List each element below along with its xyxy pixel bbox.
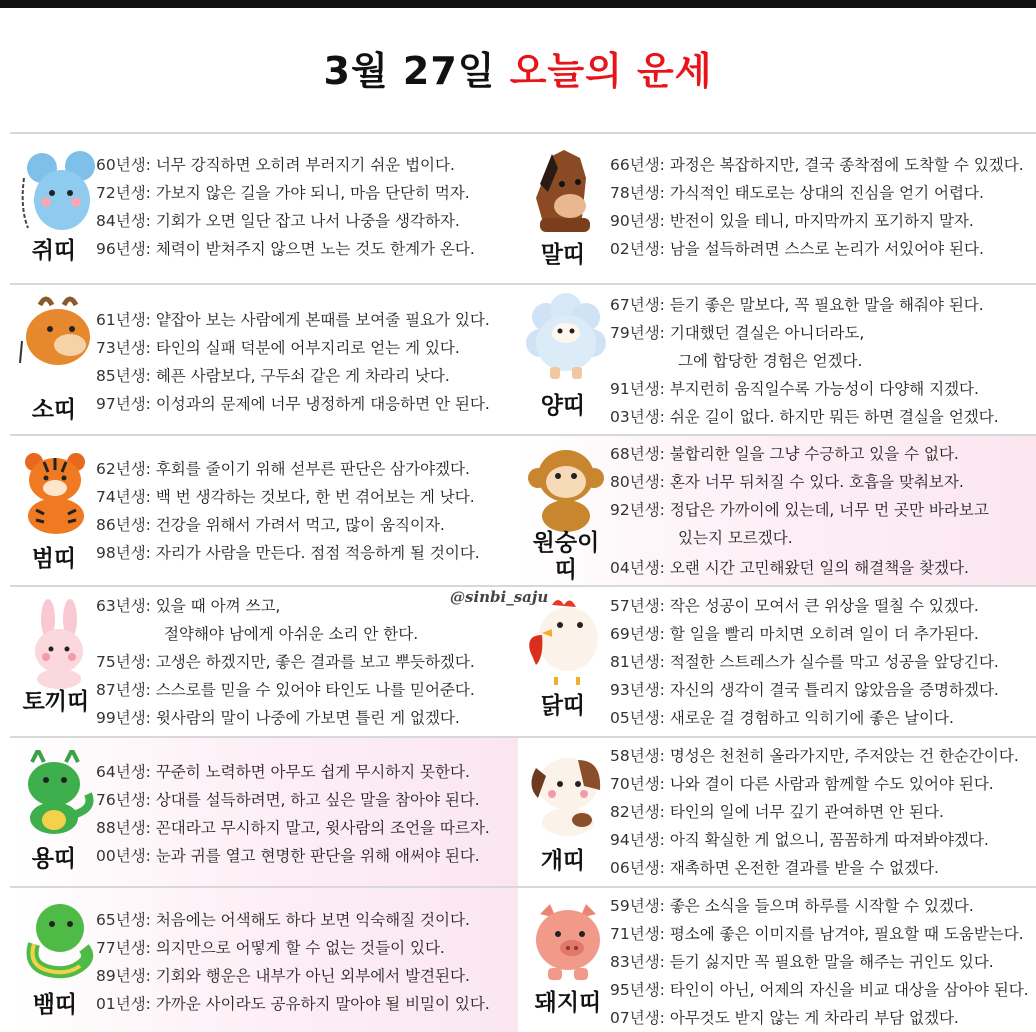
animal-name: [518, 530, 614, 584]
fortune-card-sheep: [518, 285, 1036, 434]
fortune-line: 63년생: 있을 때 아껴 쓰고,: [96, 597, 281, 615]
fortune-line: 97년생: 이성과의 문제에 너무 냉정하게 대응하면 안 된다.: [96, 395, 490, 413]
fortune-line: 69년생: 할 일을 빨리 마치면 오히려 일이 더 추가된다.: [610, 625, 979, 643]
fortune-line: 78년생: 가식적인 태도로는 상대의 진심을 얻기 어렵다.: [610, 184, 984, 202]
ox-icon: [16, 291, 100, 375]
fortune-card-dog: [518, 738, 1036, 886]
fortune-line: 00년생: 눈과 귀를 열고 현명한 판단을 위해 애써야 된다.: [96, 847, 480, 865]
fortune-line: 95년생: 타인이 아닌, 어제의 자신을 비교 대상을 삼아야 된다.: [610, 981, 1029, 999]
fortune-line: 59년생: 좋은 소식을 들으며 하루를 시작할 수 있겠다.: [610, 897, 974, 915]
animal-name-line: 띠: [554, 557, 578, 583]
fortune-line: 73년생: 타인의 실패 덕분에 어부지리로 얻는 게 있다.: [96, 339, 460, 357]
fortune-line: 83년생: 듣기 싫지만 꼭 필요한 말을 해주는 귀인도 있다.: [610, 953, 994, 971]
fortune-line: 96년생: 체력이 받쳐주지 않으면 노는 것도 한계가 온다.: [96, 240, 475, 258]
fortune-line: 76년생: 상대를 설득하려면, 하고 싶은 말을 참아야 된다.: [96, 791, 480, 809]
fortune-line: 79년생: 기대했던 결실은 아니더라도,: [610, 324, 865, 342]
fortune-line: 87년생: 스스로를 믿을 수 있어야 타인도 나를 믿어준다.: [96, 681, 475, 699]
monkey-icon: [524, 444, 608, 532]
fortune-line: 75년생: 고생은 하겠지만, 좋은 결과를 보고 뿌듯하겠다.: [96, 653, 475, 671]
fortune-card-snake: [10, 888, 518, 1032]
fortune-row: [0, 436, 1036, 585]
page-title: [0, 40, 1036, 95]
fortune-line: 92년생: 정답은 가까이에 있는데, 너무 먼 곳만 바라보고: [610, 501, 989, 519]
animal-name: 돼지띠: [534, 990, 602, 1016]
fortune-line: 03년생: 쉬운 길이 없다. 하지만 뭐든 하면 결실을 얻겠다.: [610, 408, 999, 426]
fortune-line: 61년생: 얕잡아 보는 사람에게 본때를 보여줄 필요가 있다.: [96, 311, 490, 329]
fortune-line: 60년생: 너무 강직하면 오히려 부러지기 쉬운 법이다.: [96, 156, 455, 174]
fortune-line: 62년생: 후회를 줄이기 위해 섣부른 판단은 삼가야겠다.: [96, 460, 470, 478]
horse-icon: [522, 148, 602, 234]
animal-name: 소띠: [31, 397, 77, 423]
animal-name: 용띠: [31, 846, 77, 872]
fortune-card-rooster: [518, 587, 1036, 736]
fortune-line: 86년생: 건강을 위해서 가려서 먹고, 많이 움직이자.: [96, 516, 445, 534]
fortune-line: 74년생: 백 번 생각하는 것보다, 한 번 겪어보는 게 낫다.: [96, 488, 475, 506]
fortune-line: 93년생: 자신의 생각이 결국 틀리지 않았음을 증명하겠다.: [610, 681, 999, 699]
animal-name: 쥐띠: [31, 238, 77, 264]
fortune-card-mouse: [10, 134, 518, 283]
fortune-row: [0, 285, 1036, 434]
fortune-line: 68년생: 불합리한 일을 그냥 수긍하고 있을 수 없다.: [610, 445, 959, 463]
fortune-line: 66년생: 과정은 복잡하지만, 결국 종착점에 도착할 수 있겠다.: [610, 156, 1024, 174]
animal-name: 개띠: [540, 848, 586, 874]
fortune-line: 91년생: 부지런히 움직일수록 가능성이 다양해 지겠다.: [610, 380, 979, 398]
title-date: 3월 27일: [323, 49, 510, 93]
fortune-line: 06년생: 재촉하면 온전한 결과를 받을 수 없겠다.: [610, 859, 939, 877]
fortune-line: 98년생: 자리가 사람을 만든다. 점점 적응하게 될 것이다.: [96, 544, 480, 562]
fortune-line: 04년생: 오랜 시간 고민해왔던 일의 해결책을 찾겠다.: [610, 559, 969, 577]
title-highlight: 오늘의 운세: [509, 49, 713, 93]
fortune-line: 71년생: 평소에 좋은 이미지를 남겨야, 필요할 때 도움받는다.: [610, 925, 1024, 943]
mouse-icon: [20, 148, 100, 230]
animal-name: 토끼띠: [22, 689, 90, 715]
watermark: @sinbi_saju: [450, 588, 549, 606]
fortune-line: 64년생: 꾸준히 노력하면 아무도 쉽게 무시하지 못한다.: [96, 763, 470, 781]
fortune-line: 05년생: 새로운 걸 경험하고 익히기에 좋은 날이다.: [610, 709, 954, 727]
dragon-icon: [16, 750, 98, 836]
fortune-card-rabbit: [10, 587, 518, 736]
dog-icon: [522, 746, 608, 838]
fortune-line: 90년생: 반전이 있을 테니, 마지막까지 포기하지 말자.: [610, 212, 974, 230]
fortune-line: 85년생: 헤픈 사람보다, 구두쇠 같은 게 차라리 낫다.: [96, 367, 450, 385]
fortune-row: [0, 587, 1036, 736]
fortune-card-ox: [10, 285, 518, 434]
animal-name-line: 원숭이: [532, 530, 600, 556]
fortune-line: 65년생: 처음에는 어색해도 하다 보면 익숙해질 것이다.: [96, 911, 470, 929]
animal-name: 뱀띠: [32, 992, 78, 1018]
fortune-card-dragon: [10, 738, 518, 886]
top-bar: [0, 0, 1036, 8]
fortune-line: 02년생: 남을 설득하려면 스스로 논리가 서있어야 된다.: [610, 240, 984, 258]
fortune-line: 82년생: 타인의 일에 너무 깊기 관여하면 안 된다.: [610, 803, 944, 821]
fortune-line: 80년생: 혼자 너무 뒤처질 수 있다. 호흡을 맞춰보자.: [610, 473, 964, 491]
fortune-line: 70년생: 나와 결이 다른 사람과 함께할 수도 있어야 된다.: [610, 775, 994, 793]
fortune-line: 57년생: 작은 성공이 모여서 큰 위상을 떨칠 수 있겠다.: [610, 597, 979, 615]
fortune-row: [0, 888, 1036, 1032]
fortune-line: 77년생: 의지만으로 어떻게 할 수 없는 것들이 있다.: [96, 939, 445, 957]
fortune-row: [0, 738, 1036, 886]
fortune-line: 절약해야 남에게 아쉬운 소리 안 한다.: [164, 625, 419, 643]
fortune-line: 58년생: 명성은 천천히 올라가지만, 주저앉는 건 한순간이다.: [610, 747, 1019, 765]
animal-name: 말띠: [540, 242, 586, 268]
fortune-card-pig: [518, 888, 1036, 1032]
fortune-row: [0, 134, 1036, 283]
fortune-card-horse: [518, 134, 1036, 283]
animal-name: 범띠: [31, 546, 77, 572]
fortune-card-tiger: [10, 436, 518, 585]
fortune-line: 있는지 모르겠다.: [678, 529, 793, 547]
fortune-line: 89년생: 기회와 행운은 내부가 아닌 외부에서 발견된다.: [96, 967, 470, 985]
fortune-line: 01년생: 가까운 사이라도 공유하지 말아야 될 비밀이 있다.: [96, 995, 490, 1013]
fortune-line: 99년생: 윗사람의 말이 나중에 가보면 틀린 게 없겠다.: [96, 709, 460, 727]
tiger-icon: [14, 444, 100, 536]
pig-icon: [528, 900, 608, 984]
fortune-card-monkey: [518, 436, 1036, 585]
fortune-line: 72년생: 가보지 않은 길을 가야 되니, 마음 단단히 먹자.: [96, 184, 470, 202]
rabbit-icon: [24, 599, 96, 689]
snake-icon: [20, 900, 100, 980]
fortune-line: 07년생: 아무것도 받지 않는 게 차라리 부담 없겠다.: [610, 1009, 959, 1027]
fortune-line: 67년생: 듣기 좋은 말보다, 꼭 필요한 말을 해줘야 된다.: [610, 296, 984, 314]
fortune-line: 그에 합당한 경험은 얻겠다.: [678, 352, 863, 370]
fortune-line: 94년생: 아직 확실한 게 없으니, 꼼꼼하게 따져봐야겠다.: [610, 831, 989, 849]
fortune-line: 88년생: 꼰대라고 무시하지 말고, 윗사람의 조언을 따르자.: [96, 819, 490, 837]
animal-name: 양띠: [540, 393, 586, 419]
animal-name: 닭띠: [540, 693, 586, 719]
fortune-line: 84년생: 기회가 오면 일단 잡고 나서 나중을 생각하자.: [96, 212, 460, 230]
rooster-icon: [522, 595, 606, 687]
sheep-icon: [524, 293, 608, 383]
fortune-line: 81년생: 적절한 스트레스가 실수를 막고 성공을 앞당긴다.: [610, 653, 999, 671]
